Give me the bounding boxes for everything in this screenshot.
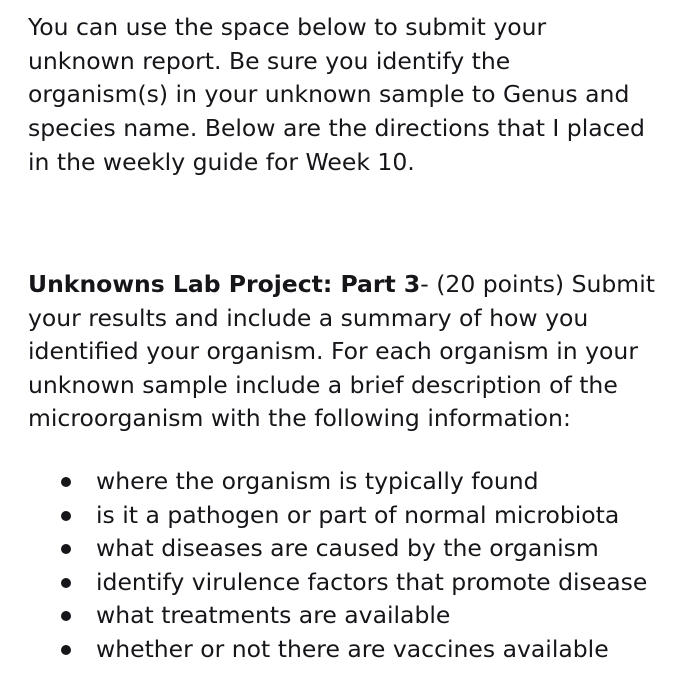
bullet-icon <box>61 645 71 655</box>
project-paragraph <box>28 268 688 436</box>
bullet-icon <box>61 611 71 621</box>
requirements-list <box>0 465 700 666</box>
list-item-text: identify virulence factors that promote disease <box>96 567 648 596</box>
list-item <box>0 499 700 533</box>
list-item <box>0 599 700 633</box>
list-item-text: what diseases are caused by the organism <box>96 534 599 562</box>
intro-paragraph <box>28 11 688 180</box>
intro-line: You can use the space below to submit your <box>28 13 547 41</box>
project-line: unknown sample include a brief description of the <box>28 370 618 399</box>
intro-line: species name. Below are the directions that I placed <box>28 114 645 143</box>
list-item <box>0 566 700 600</box>
list-item-text: what treatments are available <box>96 601 451 629</box>
bullet-icon <box>61 578 71 588</box>
list-item <box>0 633 700 667</box>
intro-line: in the weekly guide for Week 10. <box>28 147 415 176</box>
list-item-text: where the organism is typically found <box>96 467 539 495</box>
project-line: microorganism with the following information: <box>28 404 571 433</box>
bullet-icon <box>61 477 71 487</box>
project-line: identified your organism. For each organism in your <box>28 337 638 366</box>
project-line: your results and include a summary of how you <box>28 303 589 332</box>
bullet-icon <box>61 544 71 554</box>
intro-line: unknown report. Be sure you identify the <box>28 46 511 75</box>
intro-line: organism(s) in your unknown sample to Genus and <box>28 80 630 109</box>
list-item-text: whether or not there are vaccines available <box>96 634 609 663</box>
bullet-icon <box>61 511 71 521</box>
project-title: Unknowns Lab Project: Part 3 <box>28 270 421 298</box>
list-item <box>0 465 700 499</box>
list-item <box>0 532 700 566</box>
project-line: - (20 points) Submit <box>420 270 655 298</box>
list-item-text: is it a pathogen or part of normal microbiota <box>96 500 620 529</box>
